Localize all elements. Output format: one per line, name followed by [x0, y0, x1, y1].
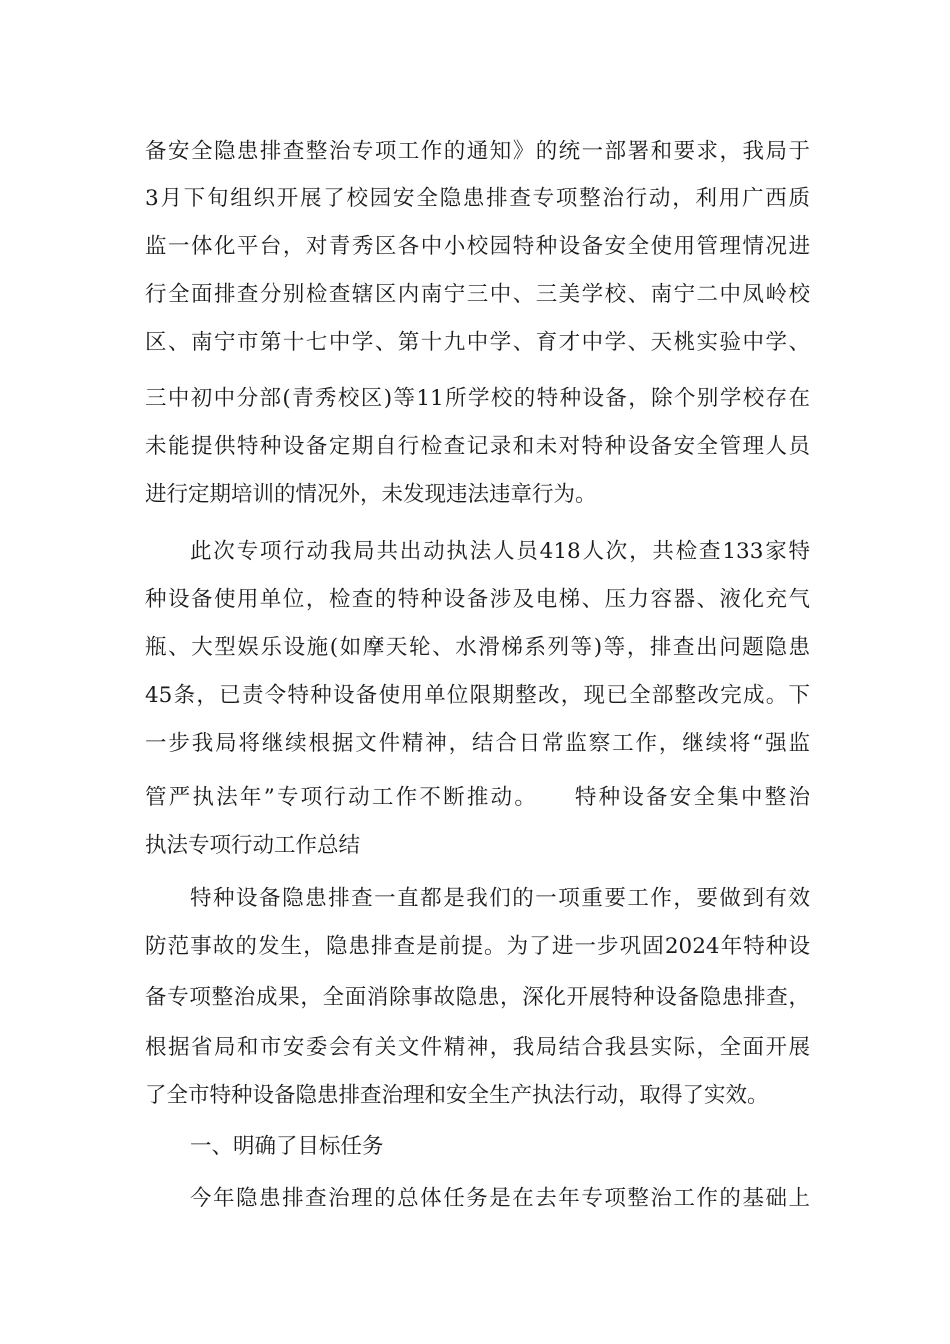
text-line: 备安全隐患排查整治专项工作的通知》的统一部署和要求，我局于	[145, 139, 810, 164]
text-line: 一步我局将继续根据文件精神，结合日常监察工作，继续将“强监	[145, 731, 810, 756]
paragraph-first-line: 特种设备隐患排查一直都是我们的一项重要工作，要做到有效	[190, 886, 810, 911]
text-line: 根据省局和市安委会有关文件精神，我局结合我县实际，全面开展	[145, 1035, 810, 1060]
text-line: 备专项整治成果，全面消除事故隐患，深化开展特种设备隐患排查，	[145, 985, 810, 1010]
text-line: 行全面排查分别检查辖区内南宁三中、三美学校、南宁二中凤岭校	[145, 282, 810, 307]
paragraph-first-line: 今年隐患排查治理的总体任务是在去年专项整治工作的基础上	[190, 1186, 810, 1211]
text-line: 监一体化平台，对青秀区各中小校园特种设备安全使用管理情况进	[145, 234, 810, 259]
text-line: 了全市特种设备隐患排查治理和安全生产执法行动，取得了实效。	[145, 1083, 769, 1108]
text-line: 未能提供特种设备定期自行检查记录和未对特种设备安全管理人员	[145, 434, 810, 459]
text-line: 区、南宁市第十七中学、第十九中学、育才中学、天桃实验中学、	[145, 330, 810, 355]
text-line: 种设备使用单位，检查的特种设备涉及电梯、压力容器、液化充气	[145, 587, 810, 612]
paragraph-first-line: 此次专项行动我局共出动执法人员418人次，共检查133家特	[190, 539, 810, 564]
text-line: 防范事故的发生，隐患排查是前提。为了进一步巩固2024年特种设	[145, 934, 810, 959]
text-line: 45条，已责令特种设备使用单位限期整改，现已全部整改完成。下	[145, 683, 810, 708]
text-line: 三中初中分部(青秀校区)等11所学校的特种设备，除个别学校存在	[145, 386, 810, 411]
text-line: 瓶、大型娱乐设施(如摩天轮、水滑梯系列等)等，排查出问题隐患	[145, 635, 810, 660]
text-line: 3月下旬组织开展了校园安全隐患排查专项整治行动，利用广西质	[145, 186, 810, 211]
text-line: 管严执法年”专项行动工作不断推动。 特种设备安全集中整治	[145, 785, 810, 810]
text-line: 进行定期培训的情况外，未发现违法违章行为。	[145, 482, 597, 507]
text-line: 执法专项行动工作总结	[145, 833, 361, 858]
section-heading: 一、明确了目标任务	[190, 1134, 384, 1159]
